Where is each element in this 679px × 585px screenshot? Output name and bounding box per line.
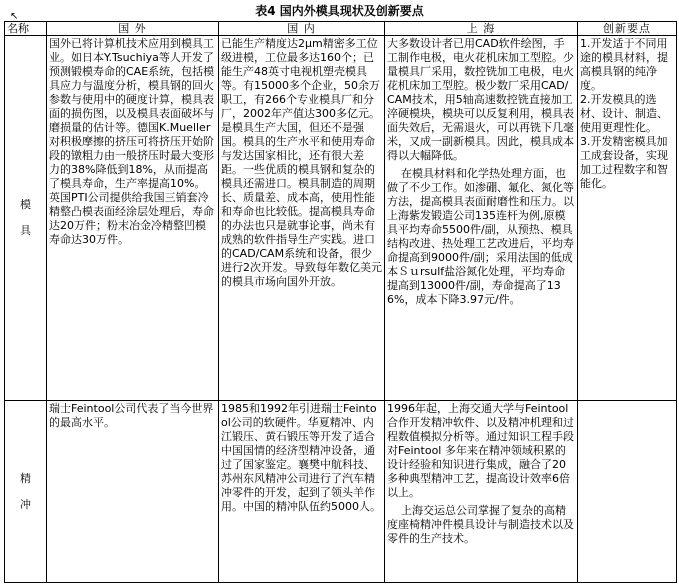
innovation-cell (578, 401, 677, 583)
shanghai-paragraph: 大多数设计者已用CAD软件绘图，手工制作电极，电火花机床加工型腔。少量模具厂采用，数控铣加工电极，电火花机床加工型腔。极少数厂采用CAD/CAM技术，用5轴高速数控铣直接加工淬硬模块，模块可以反复利用，模具表面失效后，无需退火，可以再铣下几毫米，又成一副新模具。因此，模具成本得以大幅降低。 (387, 37, 574, 162)
header-domestic: 国 内 (219, 22, 385, 36)
table-caption (0, 0, 679, 22)
foreign-cell: 瑞士Feintool公司代表了当今世界的最高水平。 (47, 401, 219, 583)
header-innovation: 创新要点 (578, 22, 677, 36)
caption-text: 表4 国内外模具现状及创新要点 (255, 4, 424, 18)
category-cell (5, 401, 47, 583)
cursor-arrow-icon: ↖ (10, 11, 19, 22)
comparison-table (4, 21, 677, 583)
category-char: 模 (20, 198, 31, 211)
shanghai-paragraph: 上海交运总公司掌握了复杂的高精度座椅精冲件模具设计与制造技术以及零件的生产技术。 (387, 504, 574, 545)
domestic-cell: 已能生产精度达2μm精密多工位级进模，工位最多达160个；已能生产48英寸电视机塑壳模具等。有15000多个企业，50余万职工，有266个专业模具厂和分厂，2002年产值达300多亿元。是模具生产大国，但还不是强国。模具的生产水平和使用寿命与发达国家相比，还有很大差距。一些优质的模具钢和复杂的模具还需进口。模具制造的周期长、质量差、成本高，使用性能和寿命也比较低。提高模具寿命的办法也只是就事论事，尚未有成熟的软件指导生产实践。进口的CAD/CAM系统和设备，很少进行2次开发。导致每年数亿美元的模具市场向国外开放。 (219, 36, 385, 401)
table-row (5, 36, 677, 401)
domestic-cell: 1985和1992年引进瑞士Feintool公司的软硬件。华夏精冲、内江锻压、黄石锻压等开发了适合中国国情的经济型精冲设备，通过了国家鉴定。襄樊中航科技、苏州东风精冲公司进行了汽车精冲零件的开发，起到了领头羊作用。中国的精冲队伍约5000人。 (219, 401, 385, 583)
header-foreign: 国 外 (47, 22, 219, 36)
header-name: 名称 (5, 22, 47, 36)
header-row (5, 22, 677, 36)
table-row (5, 401, 677, 583)
category-char: 冲 (20, 497, 31, 511)
category-char: 精 (20, 471, 31, 485)
category-char: 具 (20, 224, 31, 237)
header-shanghai: 上 海 (385, 22, 578, 36)
shanghai-cell (385, 36, 578, 401)
shanghai-cell (385, 401, 578, 583)
shanghai-paragraph: 1996年起，上海交通大学与Feintool合作开发精冲软件、以及精冲机理和过程数值模拟分析等。通过知识工程手段对Feintool 多年来在精冲领域积累的设计经验和知识进行集成，融合了20多种典型精冲工艺，提高设计效率6倍以上。 (387, 402, 574, 499)
innovation-cell: 1.开发适于不同用途的模具材料，提高模具钢的纯净度。 2.开发模具的选材、设计、制造、使用更理性化。 3.开发精密模具加工成套设备，实现加工过程数字和智能化。 (578, 36, 677, 401)
category-cell (5, 36, 47, 401)
shanghai-paragraph: 在模具材料和化学热处理方面，也做了不少工作。如渗硼、氟化、氮化等方法，提高模具表面耐磨性和压力。以上海紫发锻造公司135连杆为例,原模具平均寿命5500件/副，从预热、模具结构改进、热处理工艺改进后，平均寿命提高到9000件/副；采用法国的低成本Ｓｕrsulf盐浴氮化处理，平均寿命提高到13000件/副，寿命提高了136%，成本下降3.97元/件。 (387, 167, 574, 306)
foreign-cell: 国外已将计算机技术应用到模具工业。如日本Y.Tsuchiya等人开发了预测锻模寿命的CAE系统，包括模具应力与温度分析，模具钢的回火参数与使用中的硬度计算，模具表面的损伤图，以及模具表面破坏与磨损量的估计等。德国K.Mueller对积极摩擦的挤压可将挤压开始阶段的镦粗力由一般挤压时最大变形力的38%降低到18%，从而提高了模具寿命，生产率提高10%。英国PTI公司提供给我国三销套冷精整凸模表面经涂层处理后，寿命达20万件；粉末冶金冷精整凹模寿命达30万件。 (47, 36, 219, 401)
